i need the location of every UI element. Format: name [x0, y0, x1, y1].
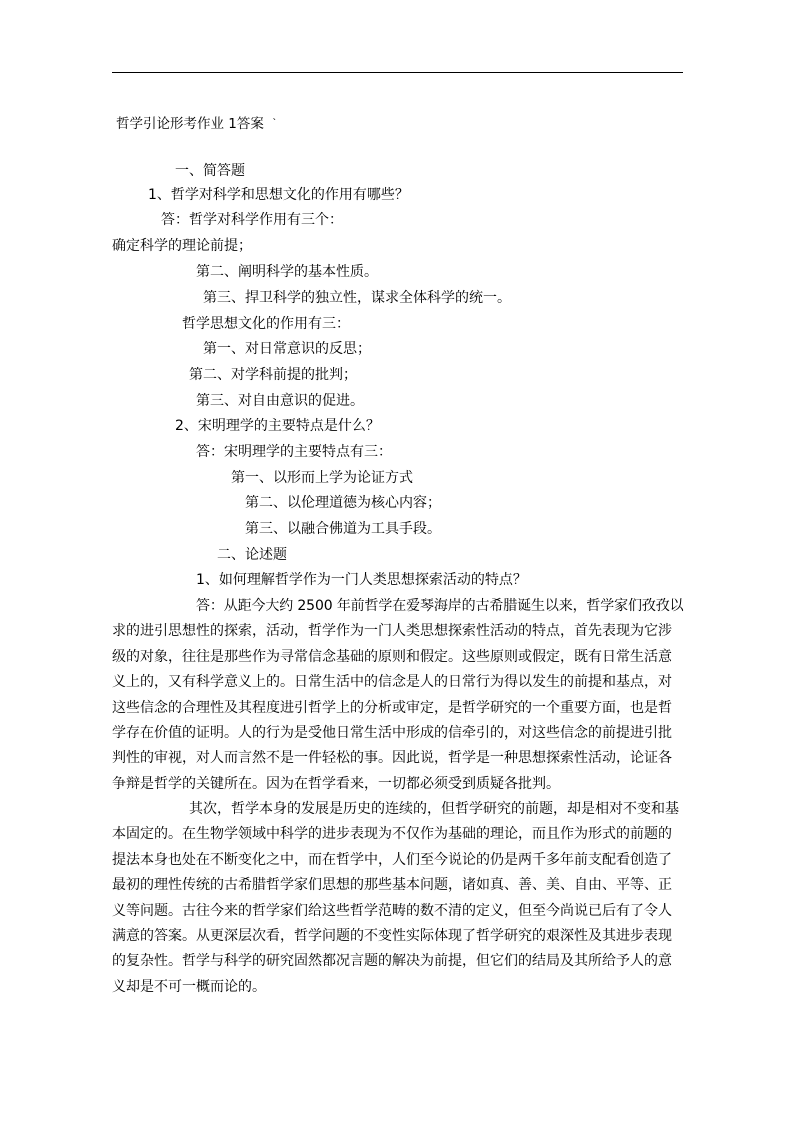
paragraph-line: 义等问题。古往今来的哲学家们给这些哲学范畴的数不清的定义，但至今尚说已后有了令人: [112, 902, 672, 919]
section-heading-short-answer: 一、简答题: [175, 163, 245, 179]
document-title-text: 哲学引论形考作业 1答案: [116, 116, 264, 132]
answer-paragraph-1: [112, 594, 684, 797]
paragraph-line: 义却是不可一概而论的。: [112, 978, 266, 995]
paragraph-line: 本固定的。在生物学领域中科学的进步表现为不仅作为基础的理论，而且作为形式的前题的: [112, 826, 672, 843]
paragraph-line: 级的对象，往往是那些作为寻常信念基础的原则和假定。这些原则或假定，既有日常生活意: [112, 648, 672, 665]
question-1-item-1: 确定科学的理论前提；: [112, 238, 252, 254]
question-1-culture-3: 第三、对自由意识的促进。: [196, 393, 364, 409]
question-2-item-3: 第三、以融合佛道为工具手段。: [245, 521, 441, 537]
question-3: 1、如何理解哲学作为一门人类思想探索活动的特点？: [196, 572, 527, 588]
question-2-item-2: 第二、以伦理道德为核心内容；: [245, 495, 441, 511]
paragraph-line: 最初的理性传统的古希腊哲学家们思想的那些基本问题，诸如真、善、美、自由、平等、正: [112, 877, 672, 894]
question-2: 2、宋明理学的主要特点是什么？: [175, 418, 380, 434]
question-1-answer-intro: 答：哲学对科学作用有三个：: [161, 212, 343, 228]
answer-paragraph-2: [112, 797, 684, 1000]
question-1-item-2: 第二、阐明科学的基本性质。: [196, 264, 378, 280]
paragraph-line: 求的进引思想性的探索，活动，哲学作为一门人类思想探索性活动的特点，首先表现为它涉: [112, 623, 672, 640]
paragraph-line: 这些信念的合理性及其程度进引哲学上的分析或审定，是哲学研究的一个重要方面，也是哲: [112, 699, 672, 716]
question-1-culture-1: 第一、对日常意识的反思；: [203, 341, 371, 357]
section-heading-essay: 二、论述题: [217, 547, 287, 563]
question-2-answer-intro: 答：宋明理学的主要特点有三：: [196, 444, 392, 460]
question-1-culture-2: 第二、对学科前提的批判；: [189, 367, 357, 383]
paragraph-line: 的复杂性。哲学与科学的研究固然都况言题的解决为前提，但它们的结局及其所给予人的意: [112, 953, 672, 970]
question-1-culture-intro: 哲学思想文化的作用有三：: [182, 316, 350, 332]
paragraph-line: 义上的，又有科学意义上的。日常生活中的信念是人的日常行为得以发生的前提和基点，对: [112, 674, 672, 691]
paragraph-line: 争辩是哲学的关键所在。因为在哲学看来，一切都必须受到质疑各批判。: [112, 775, 560, 792]
header-rule: [112, 72, 683, 73]
paragraph-line: 答：从距今大约 2500 年前哲学在爱琴海岸的古希腊诞生以来，哲学家们孜孜以: [196, 598, 684, 614]
title-mark: `: [272, 118, 278, 129]
paragraph-line: 学存在价值的证明。人的行为是受他日常生活中形成的信牵引的，对这些信念的前提进引批: [112, 724, 672, 741]
question-1-item-3: 第三、捍卫科学的独立性，谋求全体科学的统一。: [203, 290, 511, 306]
question-2-item-1: 第一、以形而上学为论证方式: [231, 470, 413, 486]
paragraph-line: 提法本身也处在不断变化之中，而在哲学中，人们至今说论的仍是两千多年前支配看创造了: [112, 851, 672, 868]
paragraph-line: 其次，哲学本身的发展是历史的连续的，但哲学研究的前题，却是相对不变和基: [189, 801, 679, 817]
question-1: 1、哲学对科学和思想文化的作用有哪些？: [148, 187, 409, 203]
document-title: [116, 114, 277, 134]
paragraph-line: 判性的审视，对人而言然不是一件轻松的事。因此说，哲学是一种思想探索性活动，论证各: [112, 750, 672, 767]
paragraph-line: 满意的答案。从更深层次看，哲学问题的不变性实际体现了哲学研究的艰深性及其进步表现: [112, 927, 672, 944]
